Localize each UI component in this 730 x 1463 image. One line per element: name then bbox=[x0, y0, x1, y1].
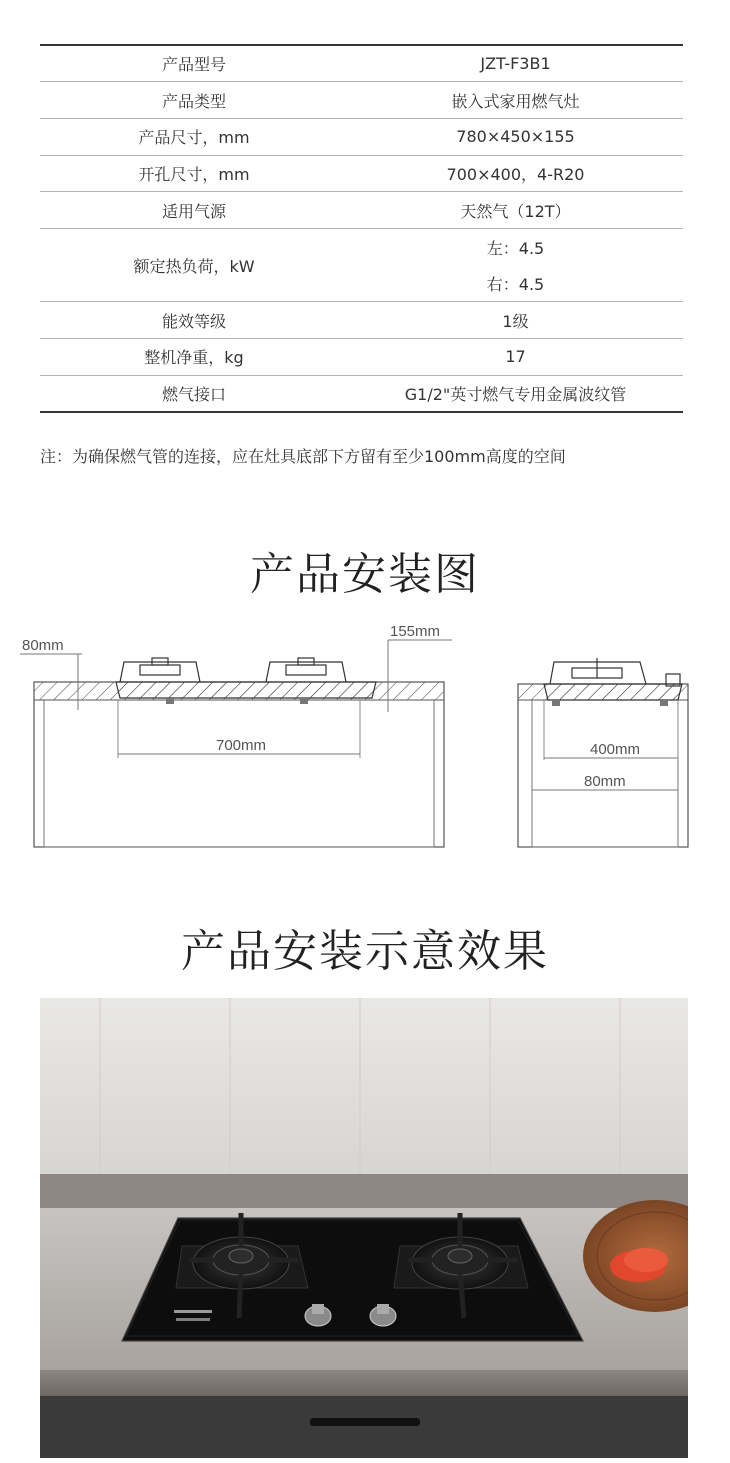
spec-label: 产品尺寸，mm bbox=[40, 118, 348, 155]
table-row bbox=[40, 155, 683, 192]
wall bbox=[40, 998, 688, 1183]
spec-value: 嵌入式家用燃气灶 bbox=[348, 82, 683, 119]
hob-foot bbox=[552, 700, 560, 706]
install-effect-title: 产品安装示意效果 bbox=[181, 926, 549, 977]
spec-value: 1级 bbox=[348, 302, 683, 339]
spec-label: 开孔尺寸，mm bbox=[40, 155, 348, 192]
countertop-edge bbox=[40, 1370, 688, 1396]
spec-value: 天然气（12T） bbox=[348, 192, 683, 229]
cabinet-outline bbox=[34, 682, 444, 847]
table-row bbox=[40, 228, 683, 265]
backsplash bbox=[40, 1174, 688, 1212]
spec-value: 780×450×155 bbox=[348, 118, 683, 155]
front-depth-label: 80mm bbox=[22, 637, 64, 654]
spec-label: 燃气接口 bbox=[40, 375, 348, 412]
spec-value: G1/2"英寸燃气专用金属波纹管 bbox=[348, 375, 683, 412]
spec-table bbox=[40, 44, 683, 413]
spec-label: 产品型号 bbox=[40, 45, 348, 82]
cabinet-inner bbox=[44, 700, 434, 847]
table-row bbox=[40, 339, 683, 376]
spec-label: 适用气源 bbox=[40, 192, 348, 229]
cabinet-front bbox=[40, 1396, 688, 1458]
burner-drawing bbox=[550, 658, 646, 684]
left-burner-drawing bbox=[120, 658, 200, 682]
kitchen-scene bbox=[40, 998, 688, 1458]
side-width-label: 400mm bbox=[590, 741, 641, 758]
side-depth-label: 80mm bbox=[584, 773, 626, 790]
right-burner-drawing bbox=[266, 658, 346, 682]
spec-value: 17 bbox=[348, 339, 683, 376]
table-row bbox=[40, 82, 683, 119]
hob-foot bbox=[660, 700, 668, 706]
front-width-label: 700mm bbox=[216, 737, 267, 754]
table-row bbox=[40, 192, 683, 229]
table-row bbox=[40, 118, 683, 155]
install-diagram-title: 产品安装图 bbox=[250, 549, 480, 600]
table-row bbox=[40, 45, 683, 82]
table-row bbox=[40, 302, 683, 339]
spec-label: 产品类型 bbox=[40, 82, 348, 119]
install-effect-photo bbox=[40, 998, 688, 1458]
install-note: 注：为确保燃气管的连接，应在灶具底部下方留有至少100mm高度的空间 bbox=[40, 447, 566, 466]
table-row bbox=[40, 375, 683, 412]
hob-section bbox=[116, 682, 376, 698]
hob-section bbox=[544, 684, 682, 700]
spec-label: 整机净重，kg bbox=[40, 339, 348, 376]
hob-foot bbox=[166, 698, 174, 704]
spec-value: JZT-F3B1 bbox=[348, 45, 683, 82]
spec-label: 额定热负荷，kW bbox=[40, 228, 348, 301]
front-height-label: 155mm bbox=[390, 623, 441, 640]
cabinet-handle bbox=[310, 1418, 420, 1426]
spec-value-right: 右：4.5 bbox=[348, 265, 683, 302]
hob-foot bbox=[300, 698, 308, 704]
front-view-diagram bbox=[20, 620, 460, 850]
side-view-diagram bbox=[510, 636, 710, 850]
spec-value-left: 左：4.5 bbox=[486, 238, 545, 258]
spec-value: 700×400，4-R20 bbox=[348, 155, 683, 192]
spec-label: 能效等级 bbox=[40, 302, 348, 339]
